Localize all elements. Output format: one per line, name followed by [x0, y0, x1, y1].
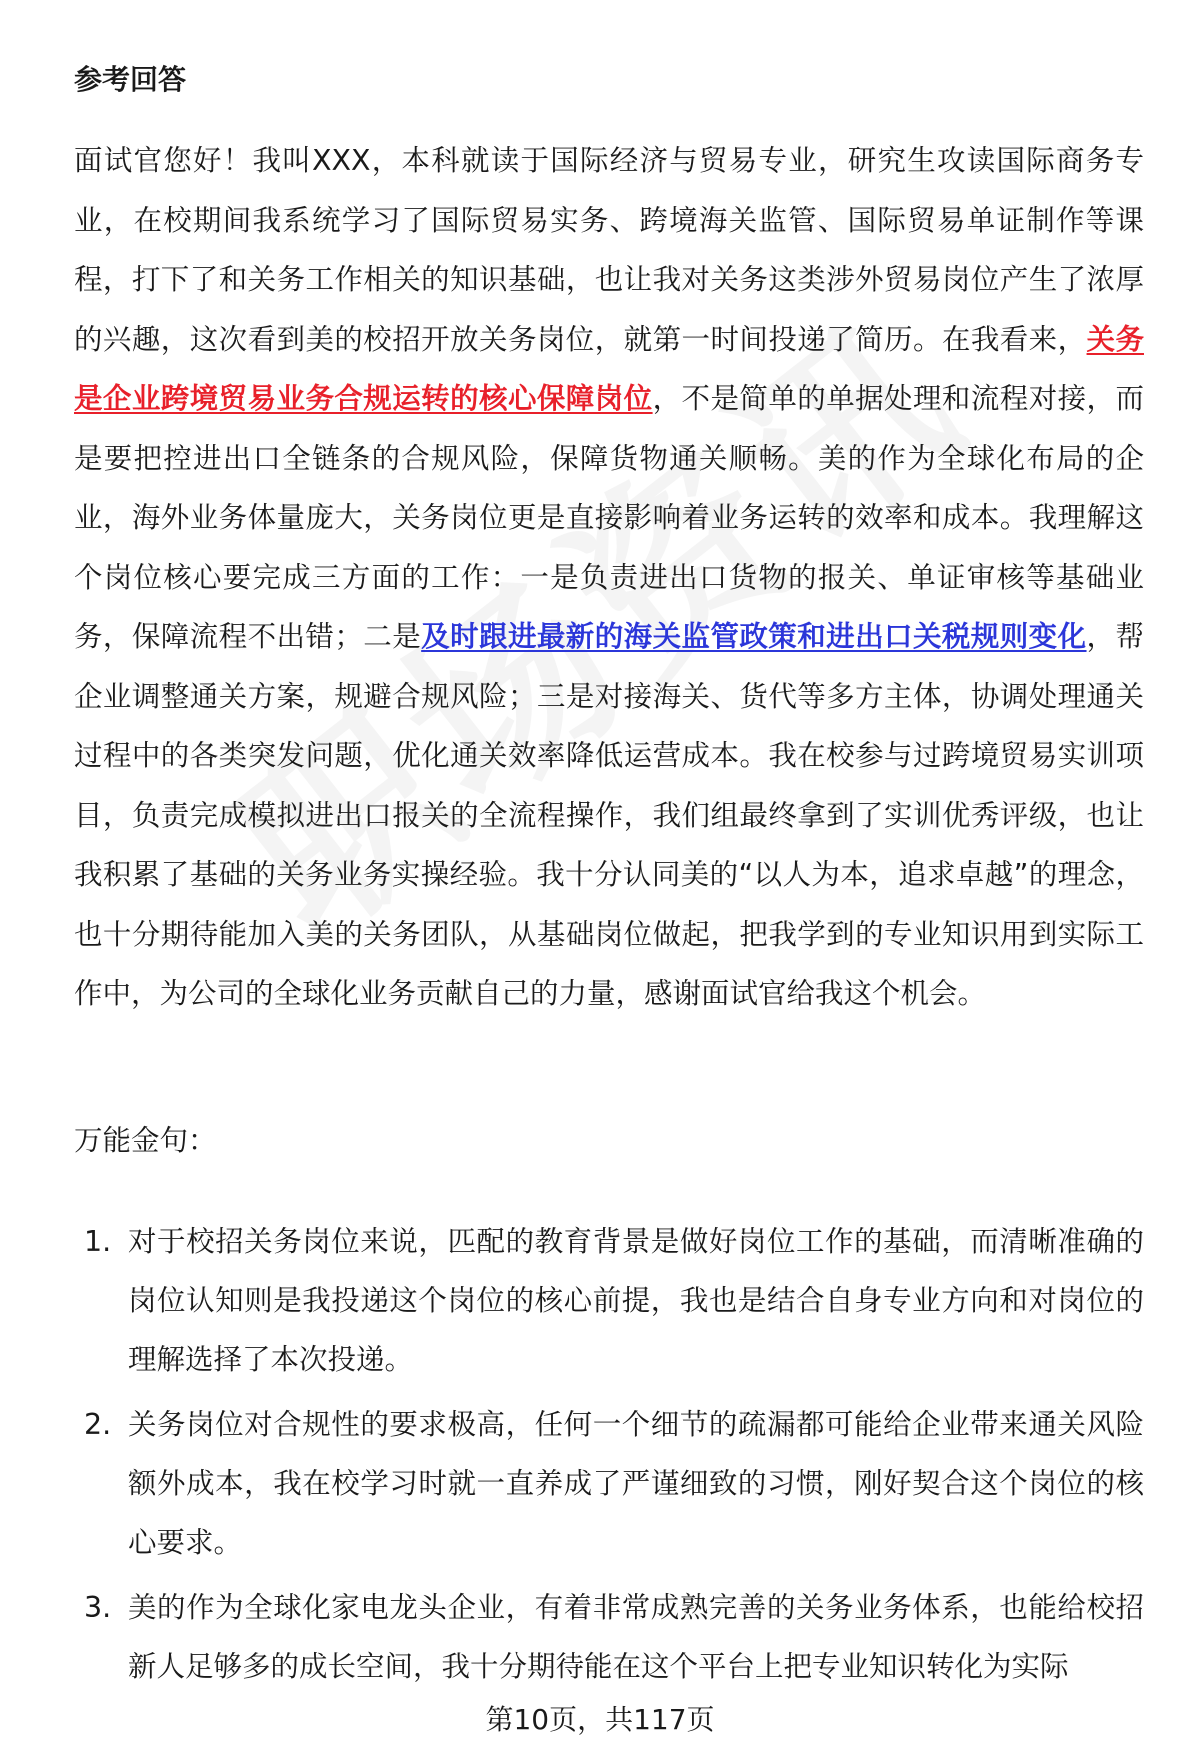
answer-text-part1: 面试官您好！我叫XXX，本科就读于国际经济与贸易专业，研究生攻读国际商务专业，在校期间我系统学习了国际贸易实务、跨境海关监管、国际贸易单证制作等课程，打下了和关务工作相关的知识基础，也让我对关务这类涉外贸易岗位产生了浓厚的兴趣，这次看到美的校招开放关务岗位，就第一时间投递了简历。在我看来，: [74, 144, 1144, 356]
list-item-number: 1.: [84, 1225, 112, 1258]
list-item-text: 对于校招关务岗位来说，匹配的教育背景是做好岗位工作的基础，而清晰准确的岗位认知则是我投递这个岗位的核心前提，我也是结合自身专业方向和对岗位的理解选择了本次投递。: [128, 1225, 1144, 1376]
answer-highlight-red: 关务是企业跨境贸易业务合规运转的核心保障岗位: [74, 322, 1144, 415]
golden-sentences-title: 万能金句：: [74, 1124, 217, 1157]
page-footer: 第10页，共117页: [485, 1703, 715, 1736]
answer-paragraph: [74, 131, 1144, 1024]
golden-sentences-list: [74, 1212, 1144, 1696]
list-item: [74, 1578, 1144, 1696]
list-item: [74, 1212, 1144, 1389]
list-item: [74, 1395, 1144, 1572]
section-heading: 参考回答: [74, 63, 187, 96]
list-item-text: 美的作为全球化家电龙头企业，有着非常成熟完善的关务业务体系，也能给校招新人足够多的成长空间，我十分期待能在这个平台上把专业知识转化为实际: [128, 1591, 1144, 1683]
list-item-text: 关务岗位对合规性的要求极高，任何一个细节的疏漏都可能给企业带来通关风险额外成本，我在校学习时就一直养成了严谨细致的习惯，刚好契合这个岗位的核心要求。: [128, 1408, 1144, 1559]
list-item-number: 2.: [84, 1408, 112, 1441]
answer-text-part2: ，不是简单的单据处理和流程对接，而是要把控进出口全链条的合规风险，保障货物通关顺畅。美的作为全球化布局的企业，海外业务体量庞大，关务岗位更是直接影响着业务运转的效率和成本。我理解这个岗位核心要完成三方面的工作：一是负责进出口货物的报关、单证审核等基础业务，保障流程不出错；二是: [74, 382, 1144, 653]
list-item-number: 3.: [84, 1591, 112, 1624]
answer-text-part3: ，帮企业调整通关方案，规避合规风险；三是对接海关、货代等多方主体，协调处理通关过程中的各类突发问题，优化通关效率降低运营成本。我在校参与过跨境贸易实训项目，负责完成模拟进出口报关的全流程操作，我们组最终拿到了实训优秀评级，也让我积累了基础的关务业务实操经验。我十分认同美的“以人为本，追求卓越”的理念，也十分期待能加入美的关务团队，从基础岗位做起，把我学到的专业知识用到实际工作中，为公司的全球化业务贡献自己的力量，感谢面试官给我这个机会。: [74, 620, 1144, 1010]
answer-highlight-blue: 及时跟进最新的海关监管政策和进出口关税规则变化: [421, 620, 1087, 653]
